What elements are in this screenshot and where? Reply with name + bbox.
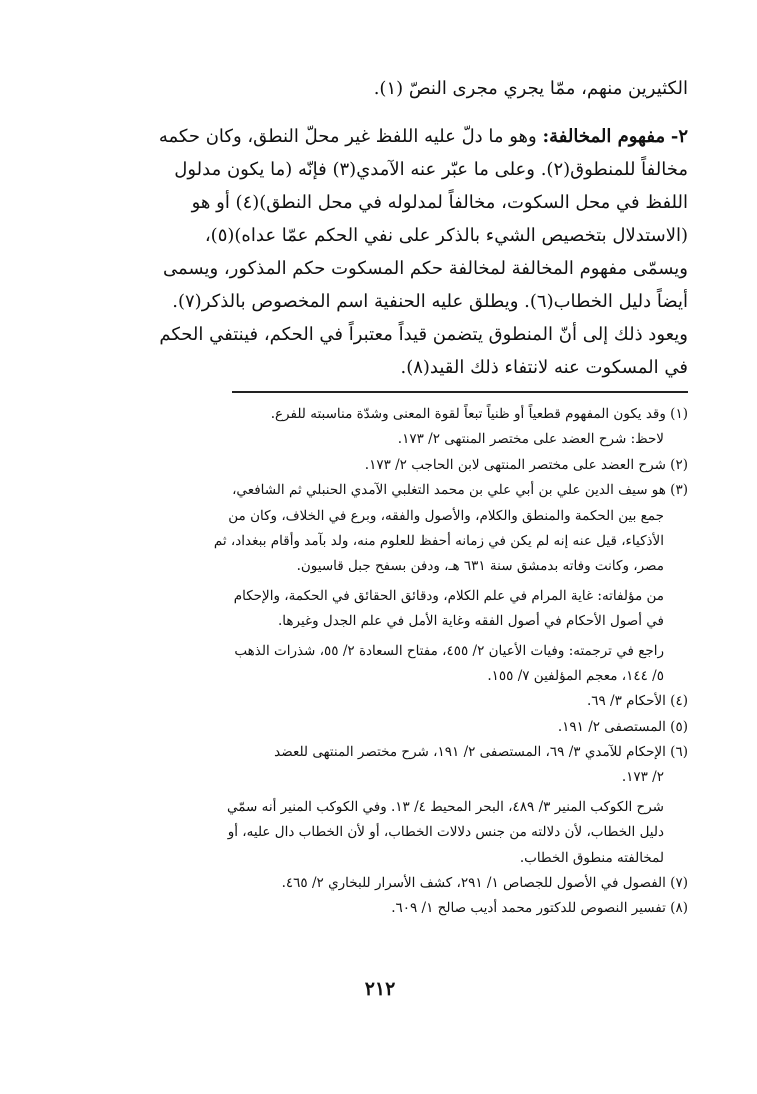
body-line: ويعود ذلك إلى أنّ المنطوق يتضمن قيداً معتبراً في الحكم، فينتفي الحكم — [159, 324, 688, 345]
footnote-3-sources: راجع في ترجمته: وفيات الأعيان ٢/ ٤٥٥، مفتاح السعادة ٢/ ٥٥، شذرات الذهب — [234, 642, 664, 659]
item-heading-line — [92, 120, 688, 153]
footnotes — [92, 402, 688, 922]
footnote-6-extra-cont: دليل الخطاب، لأن دلالته من جنس دلالات الخطاب، أو لأن الخطاب دال عليه، أو — [227, 824, 664, 841]
body-line: (الاستدلال بتخصيص الشيء بالذكر على نفي الحكم عمّا عداه)(٥)، — [204, 225, 688, 246]
footnote-8: (٨) تفسير النصوص للدكتور محمد أديب صالح ١/ ٦٠٩. — [391, 900, 688, 917]
body-line: أيضاً دليل الخطاب(٦). ويطلق عليه الحنفية اسم المخصوص بالذكر(٧). — [172, 291, 688, 312]
footnote-3-sources-cont: ٥/ ١٤٤، معجم المؤلفين ٧/ ١٥٥. — [487, 667, 664, 684]
body-line: ويسمّى مفهوم المخالفة لمخالفة حكم المسكوت حكم المذكور، ويسمى — [162, 258, 688, 279]
continuation-line: الكثيرين منهم، ممّا يجري مجرى النصّ (١). — [373, 78, 688, 99]
footnote-3-cont: جمع بين الحكمة والمنطق والكلام، والأصول والفقه، وبرع في الخلاف، وكان من — [228, 507, 664, 524]
footnote-3-cont: الأذكياء، قيل عنه إنه لم يكن في زمانه أحفظ للعلوم منه، ولد بآمد وأقام ببغداد، ثم — [213, 532, 664, 549]
footnote-6-extra: شرح الكوكب المنير ٣/ ٤٨٩، البحر المحيط ٤/ ١٣. وفي الكوكب المنير أنه سمّي — [226, 798, 664, 815]
footnote-7: (٧) الفصول في الأصول للجصاص ١/ ٢٩١، كشف الأسرار للبخاري ٢/ ٤٦٥. — [281, 875, 688, 892]
footnote-6-cont: ٢/ ١٧٣. — [621, 769, 664, 786]
footnote-3-works: من مؤلفاته: غاية المرام في علم الكلام، ودقائق الحقائق في الحكمة، والإحكام — [233, 587, 664, 604]
footnote-1: (١) وقد يكون المفهوم قطعياً أو ظنياً تبعاً لقوة المعنى وشدّة مناسبته للفرع. — [270, 406, 688, 422]
footnote-2: (٢) شرح العضد على مختصر المنتهى لابن الحاجب ٢/ ١٧٣. — [364, 456, 688, 473]
footnote-5: (٥) المستصفى ٢/ ١٩١. — [557, 718, 688, 735]
item-definition: وهو ما دلّ عليه اللفظ غير محلّ النطق، وكان حكمه — [158, 126, 537, 147]
item-number: ٢- — [670, 126, 688, 147]
footnote-6-extra-cont: لمخالفته منطوق الخطاب. — [519, 849, 664, 866]
footnote-6: (٦) الإحكام للآمدي ٣/ ٦٩، المستصفى ٢/ ١٩١، شرح مختصر المنتهى للعضد — [274, 744, 688, 761]
footnote-4: (٤) الأحكام ٣/ ٦٩. — [586, 693, 688, 710]
footnote-3-works-cont: في أصول الأحكام في أصول الفقه وغاية الأمل في علم الجدل وغيرها. — [278, 613, 664, 630]
page-number: ٢١٢ — [364, 978, 396, 1000]
footnote-3: (٣) هو سيف الدين علي بن أبي علي بن محمد التغلبي الآمدي الحنبلي ثم الشافعي، — [232, 482, 688, 499]
body-line: اللفظ في محل السكوت، مخالفاً لمدلوله في محل النطق)(٤) أو هو — [191, 192, 688, 213]
footnote-1-cont: لاحظ: شرح العضد على مختصر المنتهى ٢/ ١٧٣. — [397, 431, 664, 448]
body-line: مخالفاً للمنطوق(٢). وعلى ما عبّر عنه الآمدي(٣) فإنّه (ما يكون مدلول — [174, 159, 688, 180]
item-term: مفهوم المخالفة: — [542, 126, 666, 147]
body-line: في المسكوت عنه لانتفاء ذلك القيد(٨). — [400, 357, 688, 378]
footnote-separator — [232, 391, 688, 393]
footnote-3-cont: مصر، وكانت وفاته بدمشق سنة ٦٣١ هـ، ودفن بسفح جبل قاسيون. — [296, 558, 664, 575]
